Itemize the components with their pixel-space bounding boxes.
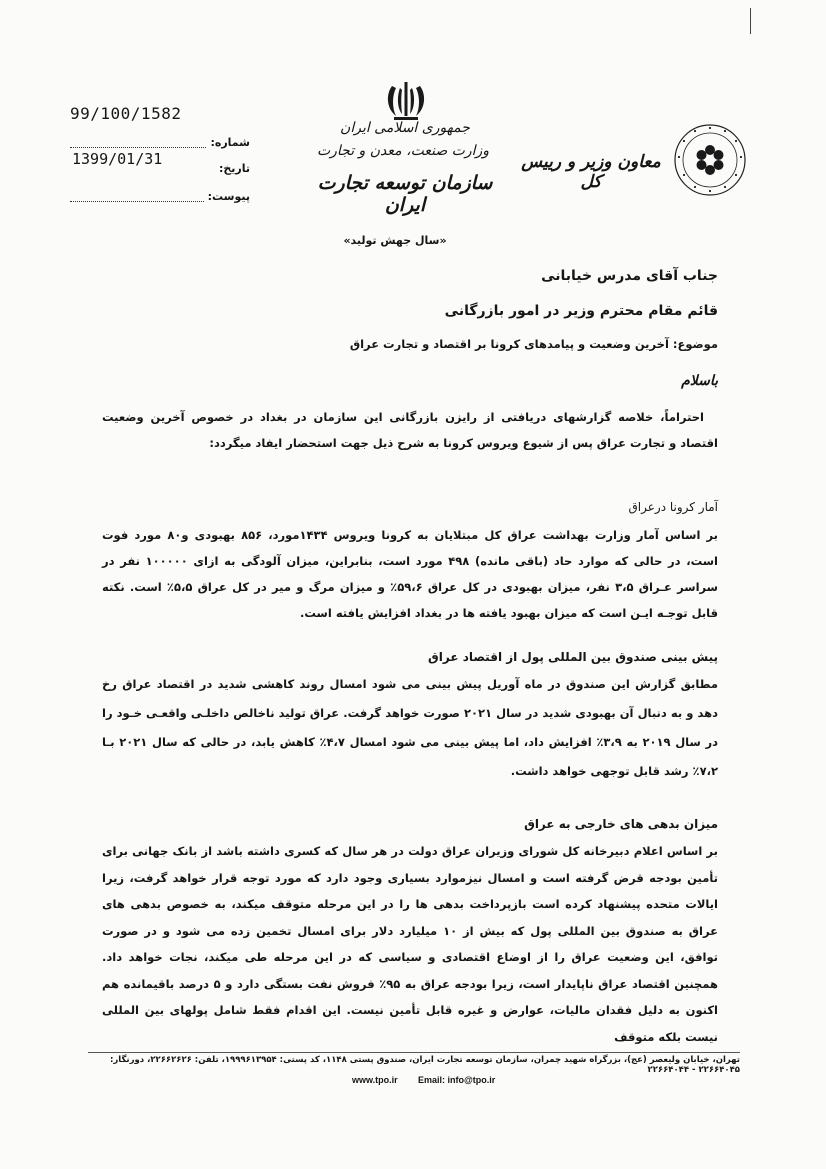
date-label: تاریخ: (218, 161, 250, 175)
number-label: شماره: (210, 135, 250, 149)
number-field (70, 132, 250, 152)
attachment-field (70, 186, 250, 206)
section3-body: بر اساس اعلام دبیرخانه کل شورای وزیران عراق دولت در هر سال که کسری داشته باشد از بانک جهانی برای تأمین بودجه قرض گرفته است و امسال نیزموارد بسیاری وجود دارد که مورد توجه قرار خواهد گرفت، زیرا ایالات متحده پیشنهاد کرده است بازپرداخت بدهی ها را در این مرحله متوقف میکند، به خصوص بدهی های عراق به صندوق بین المللی پول که بیش از ۱۰ میلیارد دلار برای امسال تخمین زده می شود و در صورت توافق، این وضعیت عراق را از اوضاع اقتصادی و سیاسی که در این مرحله طی میکند، نجات خواهد داد. همچنین اقتصاد عراق ناپایدار است، زیرا بودجه عراق به ۹۵٪ فروش نفت بستگی دارد و ۵ درصد باقیمانده هم اکنون به دلیل فقدان مالیات، عوارض و غیره قابل تأمین نیست. این اقدام فقط شامل پولهای بین المللی نیست بلکه متوقف (102, 844, 718, 1044)
section3-heading: میزان بدهی های خارجی به عراق (524, 817, 718, 831)
organization-name: سازمان توسعه تجارت ایران (317, 172, 493, 216)
margin-mark (750, 8, 761, 34)
tpo-logo-icon (672, 122, 748, 198)
addressee-name: جناب آقای مدرس خیابانی (541, 268, 718, 284)
iran-emblem-icon (384, 80, 428, 122)
intro-paragraph: احتراماً، خلاصه گزارشهای دریافتی از رایزن بازرگانی این سازمان در بغداد در خصوص آخرین وضعیت اقتصاد و تجارت عراق پس از شیوع ویروس کرونا به شرح ذیل جهت استحضار ایفاد میگردد: (102, 410, 718, 450)
reference-number: 99/100/1582 (70, 104, 182, 123)
footer-address: تهران، خیابان ولیعصر (عج)، بزرگراه شهید چمران، سازمان توسعه تجارت ایران، صندوق پستی ۱۱۴۸، کد پستی: ۱۹۹۹۶۱۳۹۵۴، تلفن: ۲۲۶۶۲۶۲۶، دورنگار: ۲۲۶۶۴۰۴۵ - ۲۲۶۶۴۰۴۴ (109, 1055, 740, 1075)
footer-website: www.tpo.ir (352, 1075, 398, 1085)
subject-line: موضوع: آخرین وضعیت و پیامدهای کرونا بر اقتصاد و تجارت عراق (349, 337, 718, 351)
date-value: 1399/01/31 (72, 150, 163, 168)
addressee-title: قائم مقام محترم وزیر در امور بازرگانی (444, 303, 718, 319)
footer-divider (88, 1052, 740, 1053)
footer-email: Email: info@tpo.ir (418, 1075, 496, 1085)
salutation: باسلام (681, 373, 718, 389)
year-slogan: «سال جهش تولید» (343, 234, 447, 247)
ministry-name: وزارت صنعت، معدن و تجارت (316, 143, 490, 159)
section1-heading: آمار کرونا درعراق (628, 500, 718, 514)
number-dotted-line (70, 137, 206, 148)
attachment-dotted-line (70, 191, 204, 202)
section2-body: مطابق گزارش این صندوق در ماه آوریل پیش بینی می شود امسال روند کاهشی شدید در اقتصاد عراق رخ دهد و به دنبال آن بهبودی شدید در سال ۲۰۲۱ صورت خواهد گرفت. عراق تولید ناخالص داخلـی واقعـی خـود را در سال ۲۰۱۹ به ۳،۹٪ افزایش داد، اما پیش بینی می شود امسال ۴،۷٪ کاهش یابد، در حالی که سال ۲۰۲۱ بـا ۷،۲٪ رشد قابل توجهی خواهد داشت. (102, 677, 718, 778)
deputy-title: معاون وزیر و رییس کل (521, 152, 661, 192)
section1-body: بر اساس آمار وزارت بهداشت عراق کل مبتلایان به کرونا ویروس ۱۴۳۴مورد، ۸۵۶ بهبودی و۸۰ مورد فوت است، در حالی که موارد حاد (باقی مانده) ۴۹۸ مورد است، بنابراین، میزان آلودگی به ازای ۱۰۰۰۰۰ نفر در سراسر عـراق ۳،۵ نفر، میزان بهبودی در کل عراق ۵۹،۶٪ و میزان مرگ و میر در کل عراق ۵،۵٪ است. نکته قابل توجـه ایـن است که میزان بهبود یافته ها در بغداد افزایش یافته است. (102, 528, 719, 620)
section2-heading: پیش بینی صندوق بین المللی پول از اقتصاد عراق (428, 650, 718, 664)
attachment-label: پیوست: (207, 189, 250, 203)
gov-line1: جمهوری اسلامی ایران (340, 120, 470, 136)
